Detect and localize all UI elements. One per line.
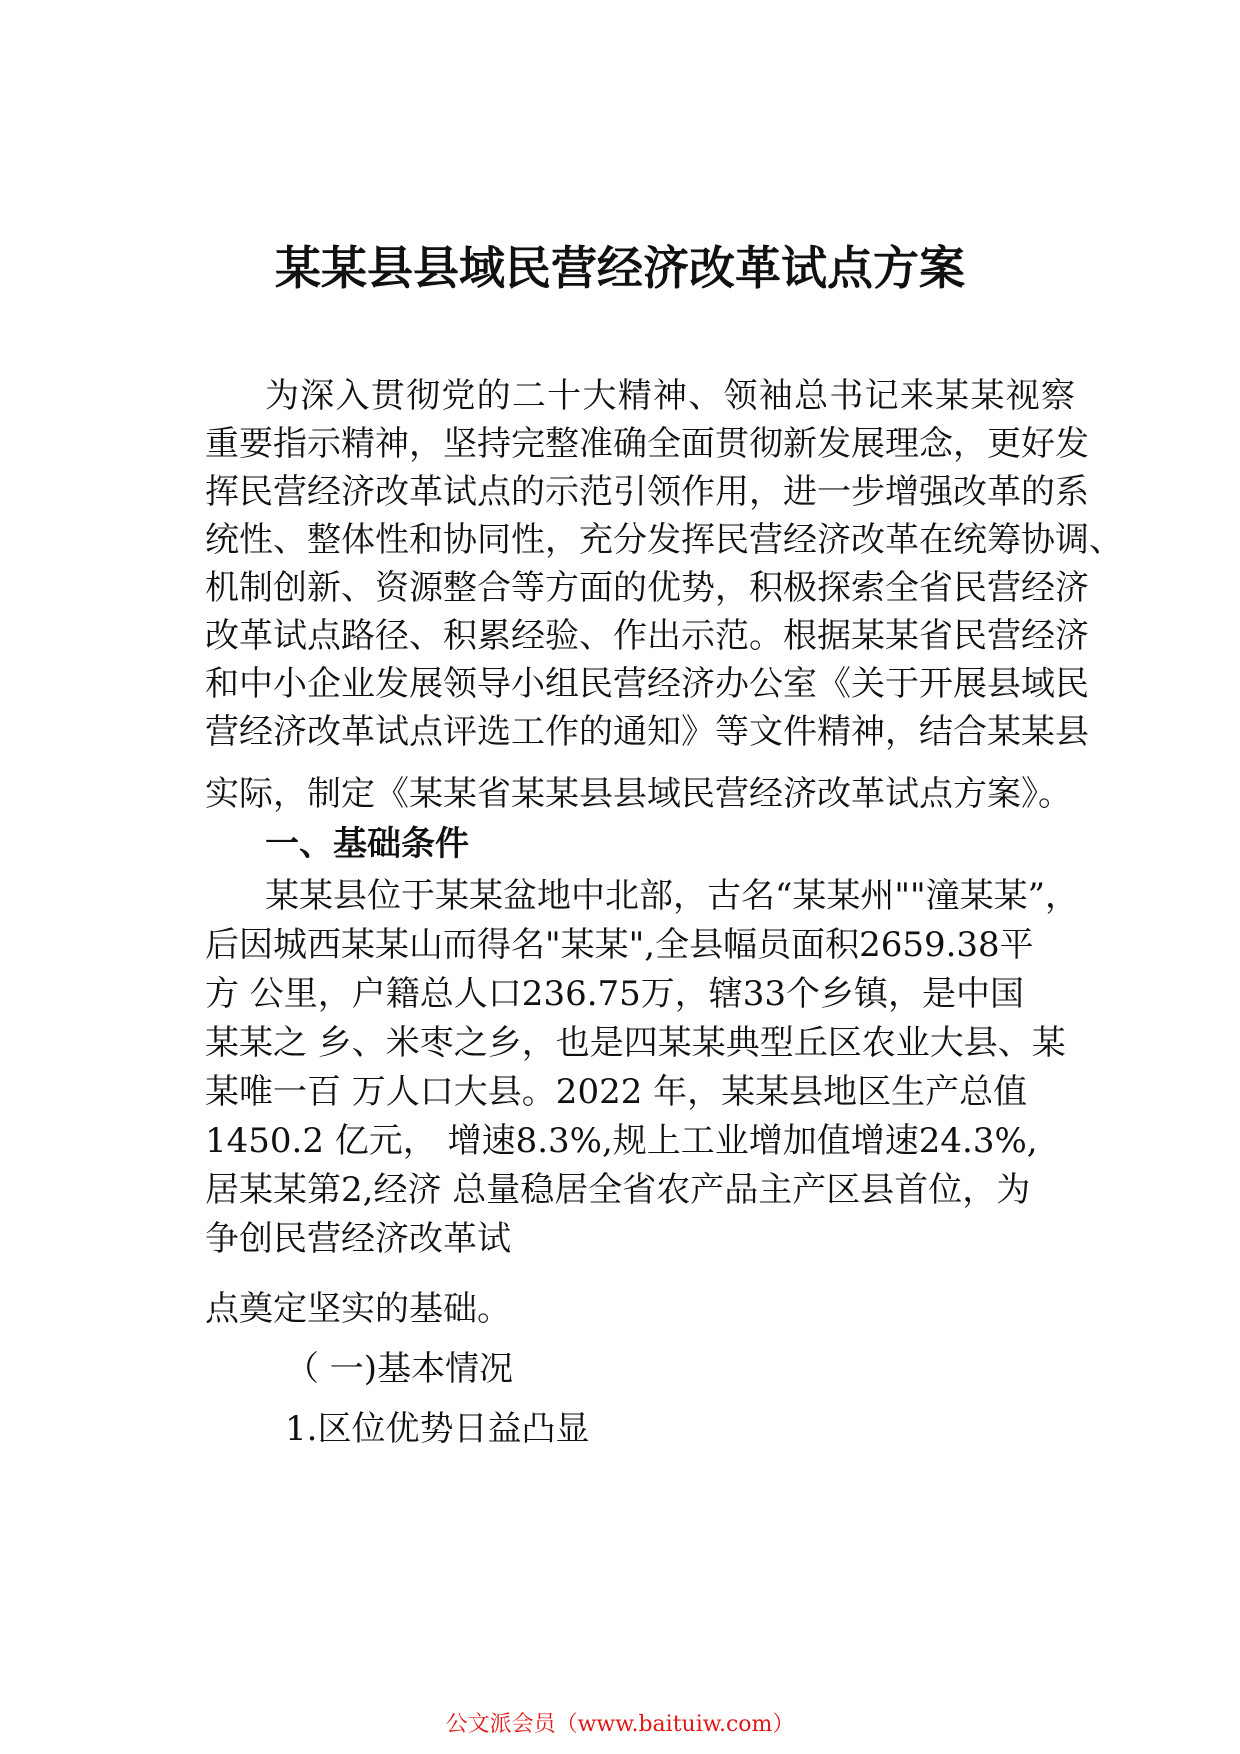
section1-line-8: 争创民营经济改革试 — [205, 1219, 511, 1259]
intro-line-5: 机制创新、资源整合等方面的优势，积极探索全省民营经济 — [205, 568, 1089, 608]
intro-line-6: 改革试点路径、积累经验、作出示范。根据某某省民营经济 — [205, 616, 1089, 656]
section1-line-1: 某某县位于某某盆地中北部，古名“某某州""潼某某”， — [265, 876, 1080, 916]
section1-line-6: 1450.2 亿元， 增速8.3%,规上工业增加值增速24.3%, — [205, 1121, 1038, 1161]
section1-line-7: 居某某第2,经济 总量稳居全省农产品主产区县首位，为 — [205, 1170, 1031, 1210]
section1-line-5: 某唯一百 万人口大县。2022 年，某某县地区生产总值 — [205, 1072, 1028, 1112]
document-title: 某某县县域民营经济改革试点方案 — [275, 241, 965, 295]
section-heading-basic-conditions: 一、基础条件 — [265, 824, 469, 864]
intro-line-8: 营经济改革试点评选工作的通知》等文件精神，结合某某县 — [205, 712, 1089, 752]
intro-line-9: 实际，制定《某某省某某县县域民营经济改革试点方案》。 — [205, 774, 1072, 814]
section1-line-9: 点奠定坚实的基础。 — [205, 1289, 511, 1329]
intro-line-7: 和中小企业发展领导小组民营经济办公室《关于开展县域民 — [205, 664, 1089, 704]
intro-line-1: 为深入贯彻党的二十大精神、领袖总书记来某某视察 — [265, 376, 1075, 416]
item-heading-1: 1.区位优势日益凸显 — [285, 1409, 590, 1449]
intro-line-3: 挥民营经济改革试点的示范引领作用，进一步增强改革的系 — [205, 472, 1089, 512]
intro-line-4: 统性、整体性和协同性，充分发挥民营经济改革在统筹协调、 — [205, 520, 1123, 560]
intro-line-2: 重要指示精神，坚持完整准确全面贯彻新发展理念，更好发 — [205, 424, 1089, 464]
footer-watermark-link[interactable]: 公文派会员（www.baituiw.com） — [445, 1712, 795, 1737]
section1-line-2: 后因城西某某山而得名"某某",全县幅员面积2659.38平 — [205, 925, 1034, 965]
subsection-heading: （ 一)基本情况 — [285, 1349, 514, 1389]
section1-line-4: 某某之 乡、米枣之乡，也是四某某典型丘区农业大县、某 — [205, 1023, 1066, 1063]
section1-line-3: 方 公里，户籍总人口236.75万，辖33个乡镇，是中国 — [205, 974, 1025, 1014]
